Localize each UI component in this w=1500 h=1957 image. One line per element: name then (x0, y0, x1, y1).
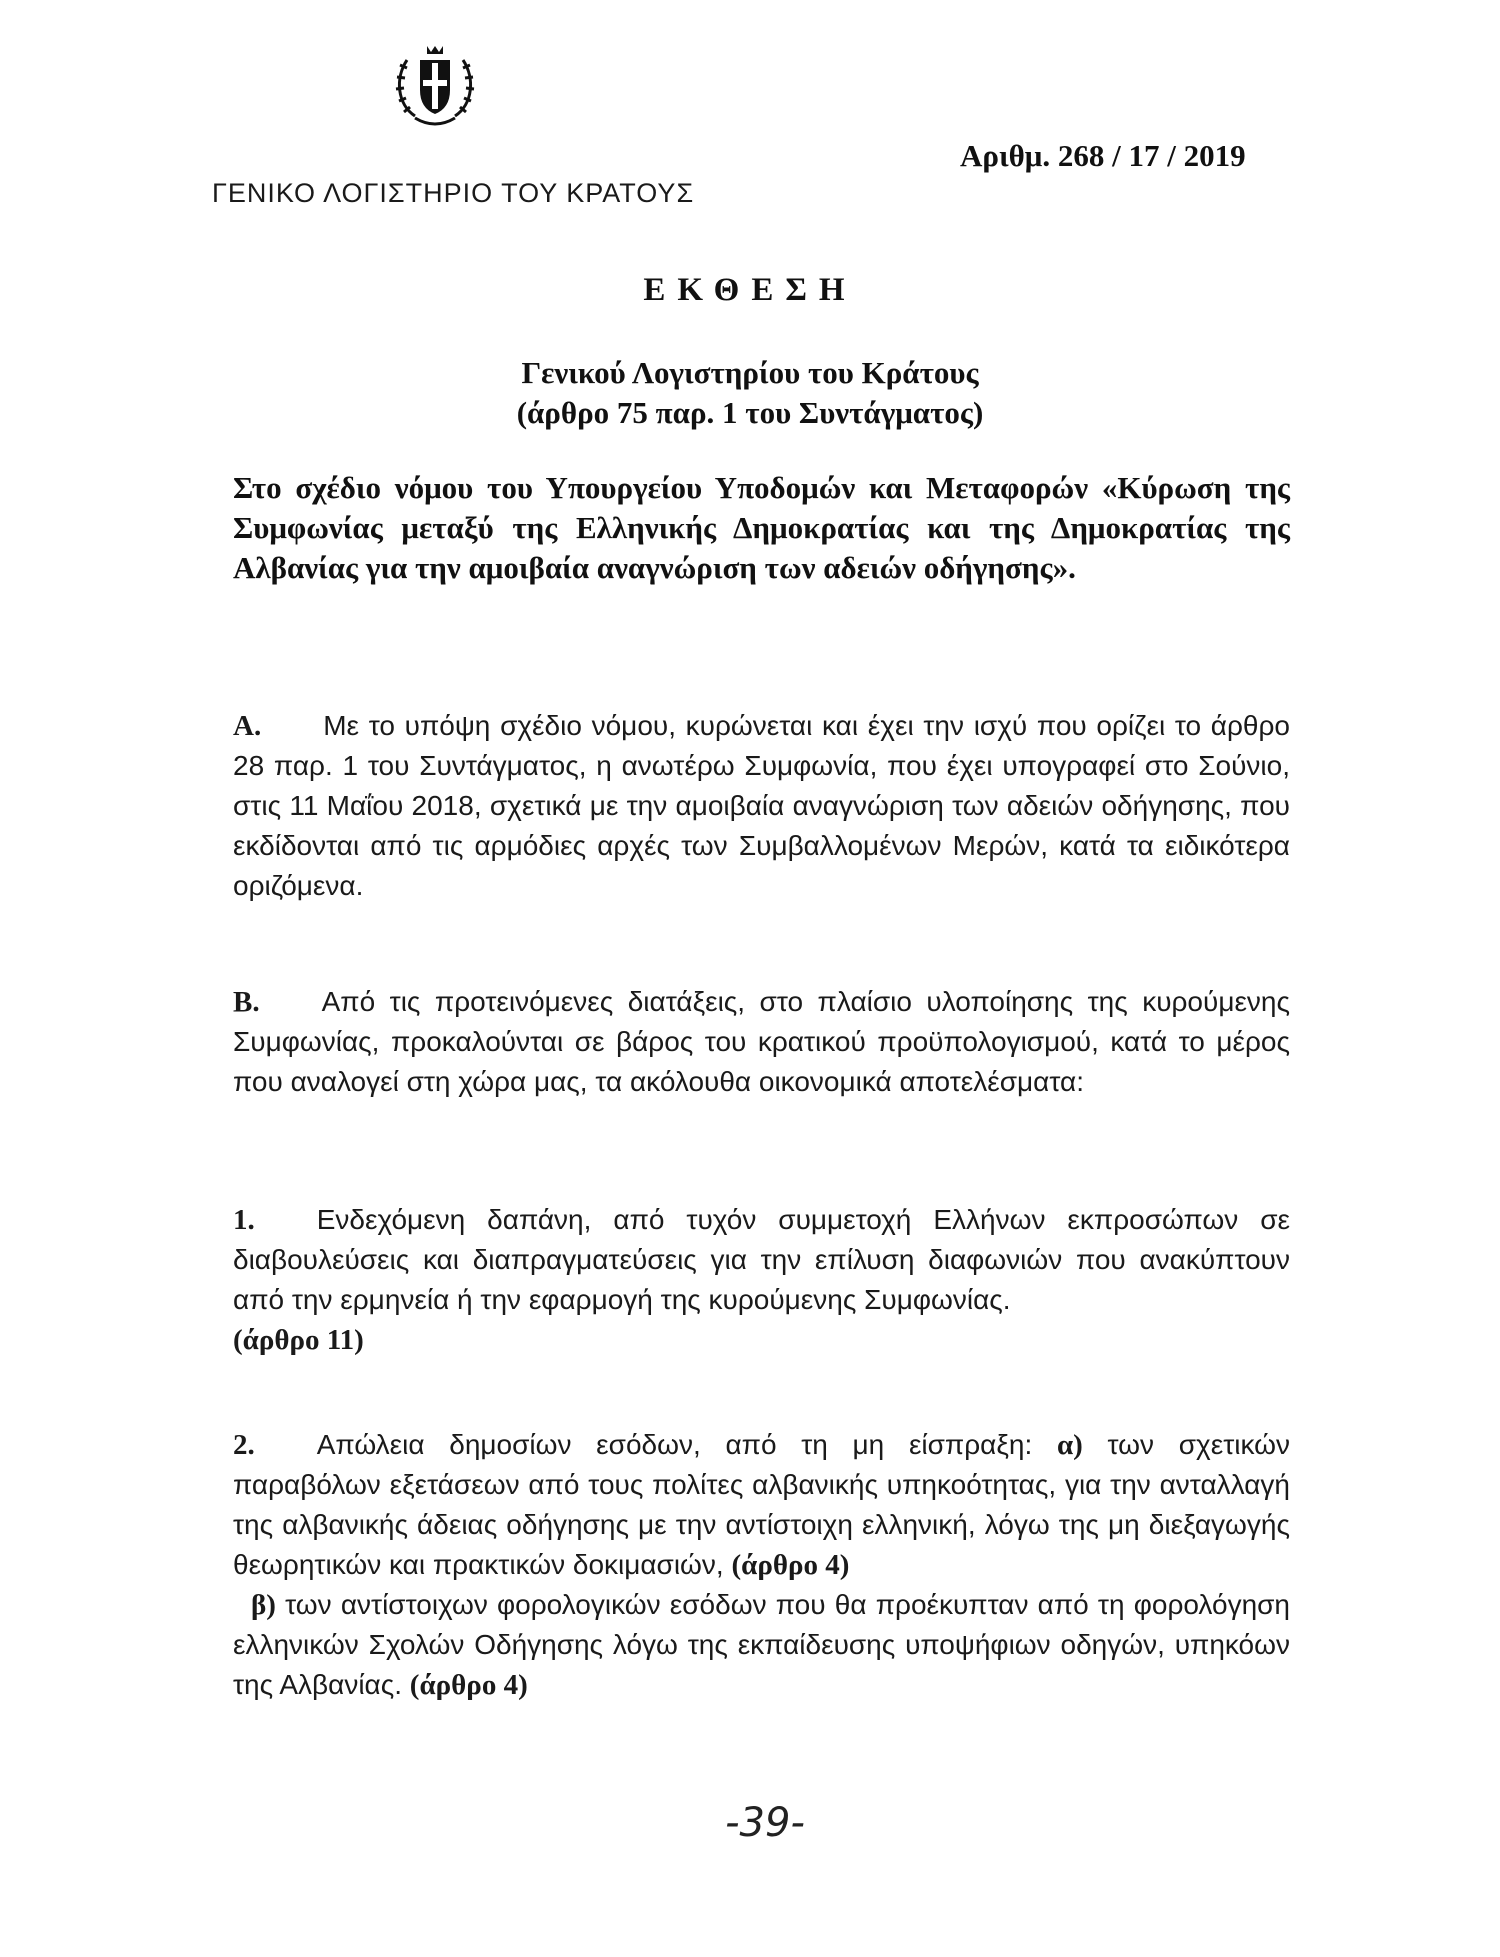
item-1-label: 1. (233, 1204, 255, 1236)
document-subtitle (350, 353, 1150, 433)
page-number: -39- (725, 1800, 805, 1846)
item-1 (233, 1200, 1290, 1360)
item-2 (233, 1425, 1290, 1705)
item-2-label: 2. (233, 1429, 255, 1461)
subtitle-line-2: (άρθρο 75 παρ. 1 του Συντάγματος) (516, 395, 984, 430)
item-2-sub-b-article-ref: (άρθρο 4) (409, 1669, 528, 1701)
issuer-name: ΓΕΝΙΚΟ ΛΟΓΙΣΤΗΡΙΟ ΤΟΥ ΚΡΑΤΟΥΣ (212, 178, 695, 208)
item-1-text: Ενδεχόμενη δαπάνη, από τυχόν συμμετοχή Ελλήνων εκπροσώπων σε διαβουλεύσεις και διαπραγματεύσεις για την επίλυση διαφωνιών που ανακύπτουν από την ερμηνεία ή την εφαρμογή της κυρούμενης Συμφωνίας. (233, 1204, 1290, 1315)
section-a (233, 706, 1290, 906)
section-b (233, 982, 1290, 1102)
section-a-label: Α. (233, 710, 262, 742)
item-2-sub-b-text: των αντίστοιχων φορολογικών εσόδων που θα προέκυπταν από τη φορολόγηση ελληνικών Σχολών Οδήγησης λόγω της εκπαίδευσης υποψήφιων οδηγών, υπηκόων της Αλβανίας. (233, 1589, 1291, 1700)
item-2-sub-a-label: α) (1056, 1429, 1083, 1461)
section-a-text: Με το υπόψη σχέδιο νόμου, κυρώνεται και έχει την ισχύ που ορίζει το άρθρο 28 παρ. 1 του Συντάγματος, η ανωτέρω Συμφωνία, που έχει υπογραφεί στο Σούνιο, στις 11 Μαΐου 2018, σχετικά με την αμοιβαία αναγνώριση των αδειών οδήγησης, που εκδίδονται από τις αρμόδιες αρχές των Συμβαλλομένων Μερών, κατά τα ειδικότερα οριζόμενα. (233, 710, 1290, 901)
item-2-sub-a-text: των σχετικών παραβόλων εξετάσεων από τους πολίτες αλβανικής υπηκοότητας, για την ανταλλαγή της αλβανικής άδειας οδήγησης με την αντίστοιχη ελληνική, λόγω της μη διεξαγωγής θεωρητικών και πρακτικών δοκιμασιών, (233, 1429, 1290, 1580)
subject-paragraph: Στο σχέδιο νόμου του Υπουργείου Υποδομών και Μεταφορών «Κύρωση της Συμφωνίας μεταξύ της Ελληνικής Δημοκρατίας και της Δημοκρατίας της Αλβανίας για την αμοιβαία αναγνώριση των αδειών οδήγησης». (233, 470, 1290, 585)
item-2-sub-b-label: β) (251, 1589, 276, 1621)
reference-number: Αριθμ. 268 / 17 / 2019 (960, 138, 1246, 173)
section-b-label: Β. (233, 986, 260, 1018)
document-title: ΕΚΘΕΣΗ (643, 272, 857, 308)
subtitle-line-1: Γενικού Λογιστηρίου του Κράτους (521, 355, 979, 390)
item-2-sub-a-article-ref: (άρθρο 4) (731, 1549, 850, 1581)
item-1-article-ref: (άρθρο 11) (233, 1324, 364, 1356)
greek-coat-of-arms-icon (385, 38, 485, 138)
item-2-intro: Απώλεια δημοσίων εσόδων, από τη μη είσπραξη: (316, 1429, 1033, 1460)
section-b-text: Από τις προτεινόμενες διατάξεις, στο πλαίσιο υλοποίησης της κυρούμενης Συμφωνίας, προκαλούνται σε βάρος του κρατικού προϋπολογισμού, κατά το μέρος που αναλογεί στη χώρα μας, τα ακόλουθα οικονομικά αποτελέσματα: (233, 986, 1290, 1097)
